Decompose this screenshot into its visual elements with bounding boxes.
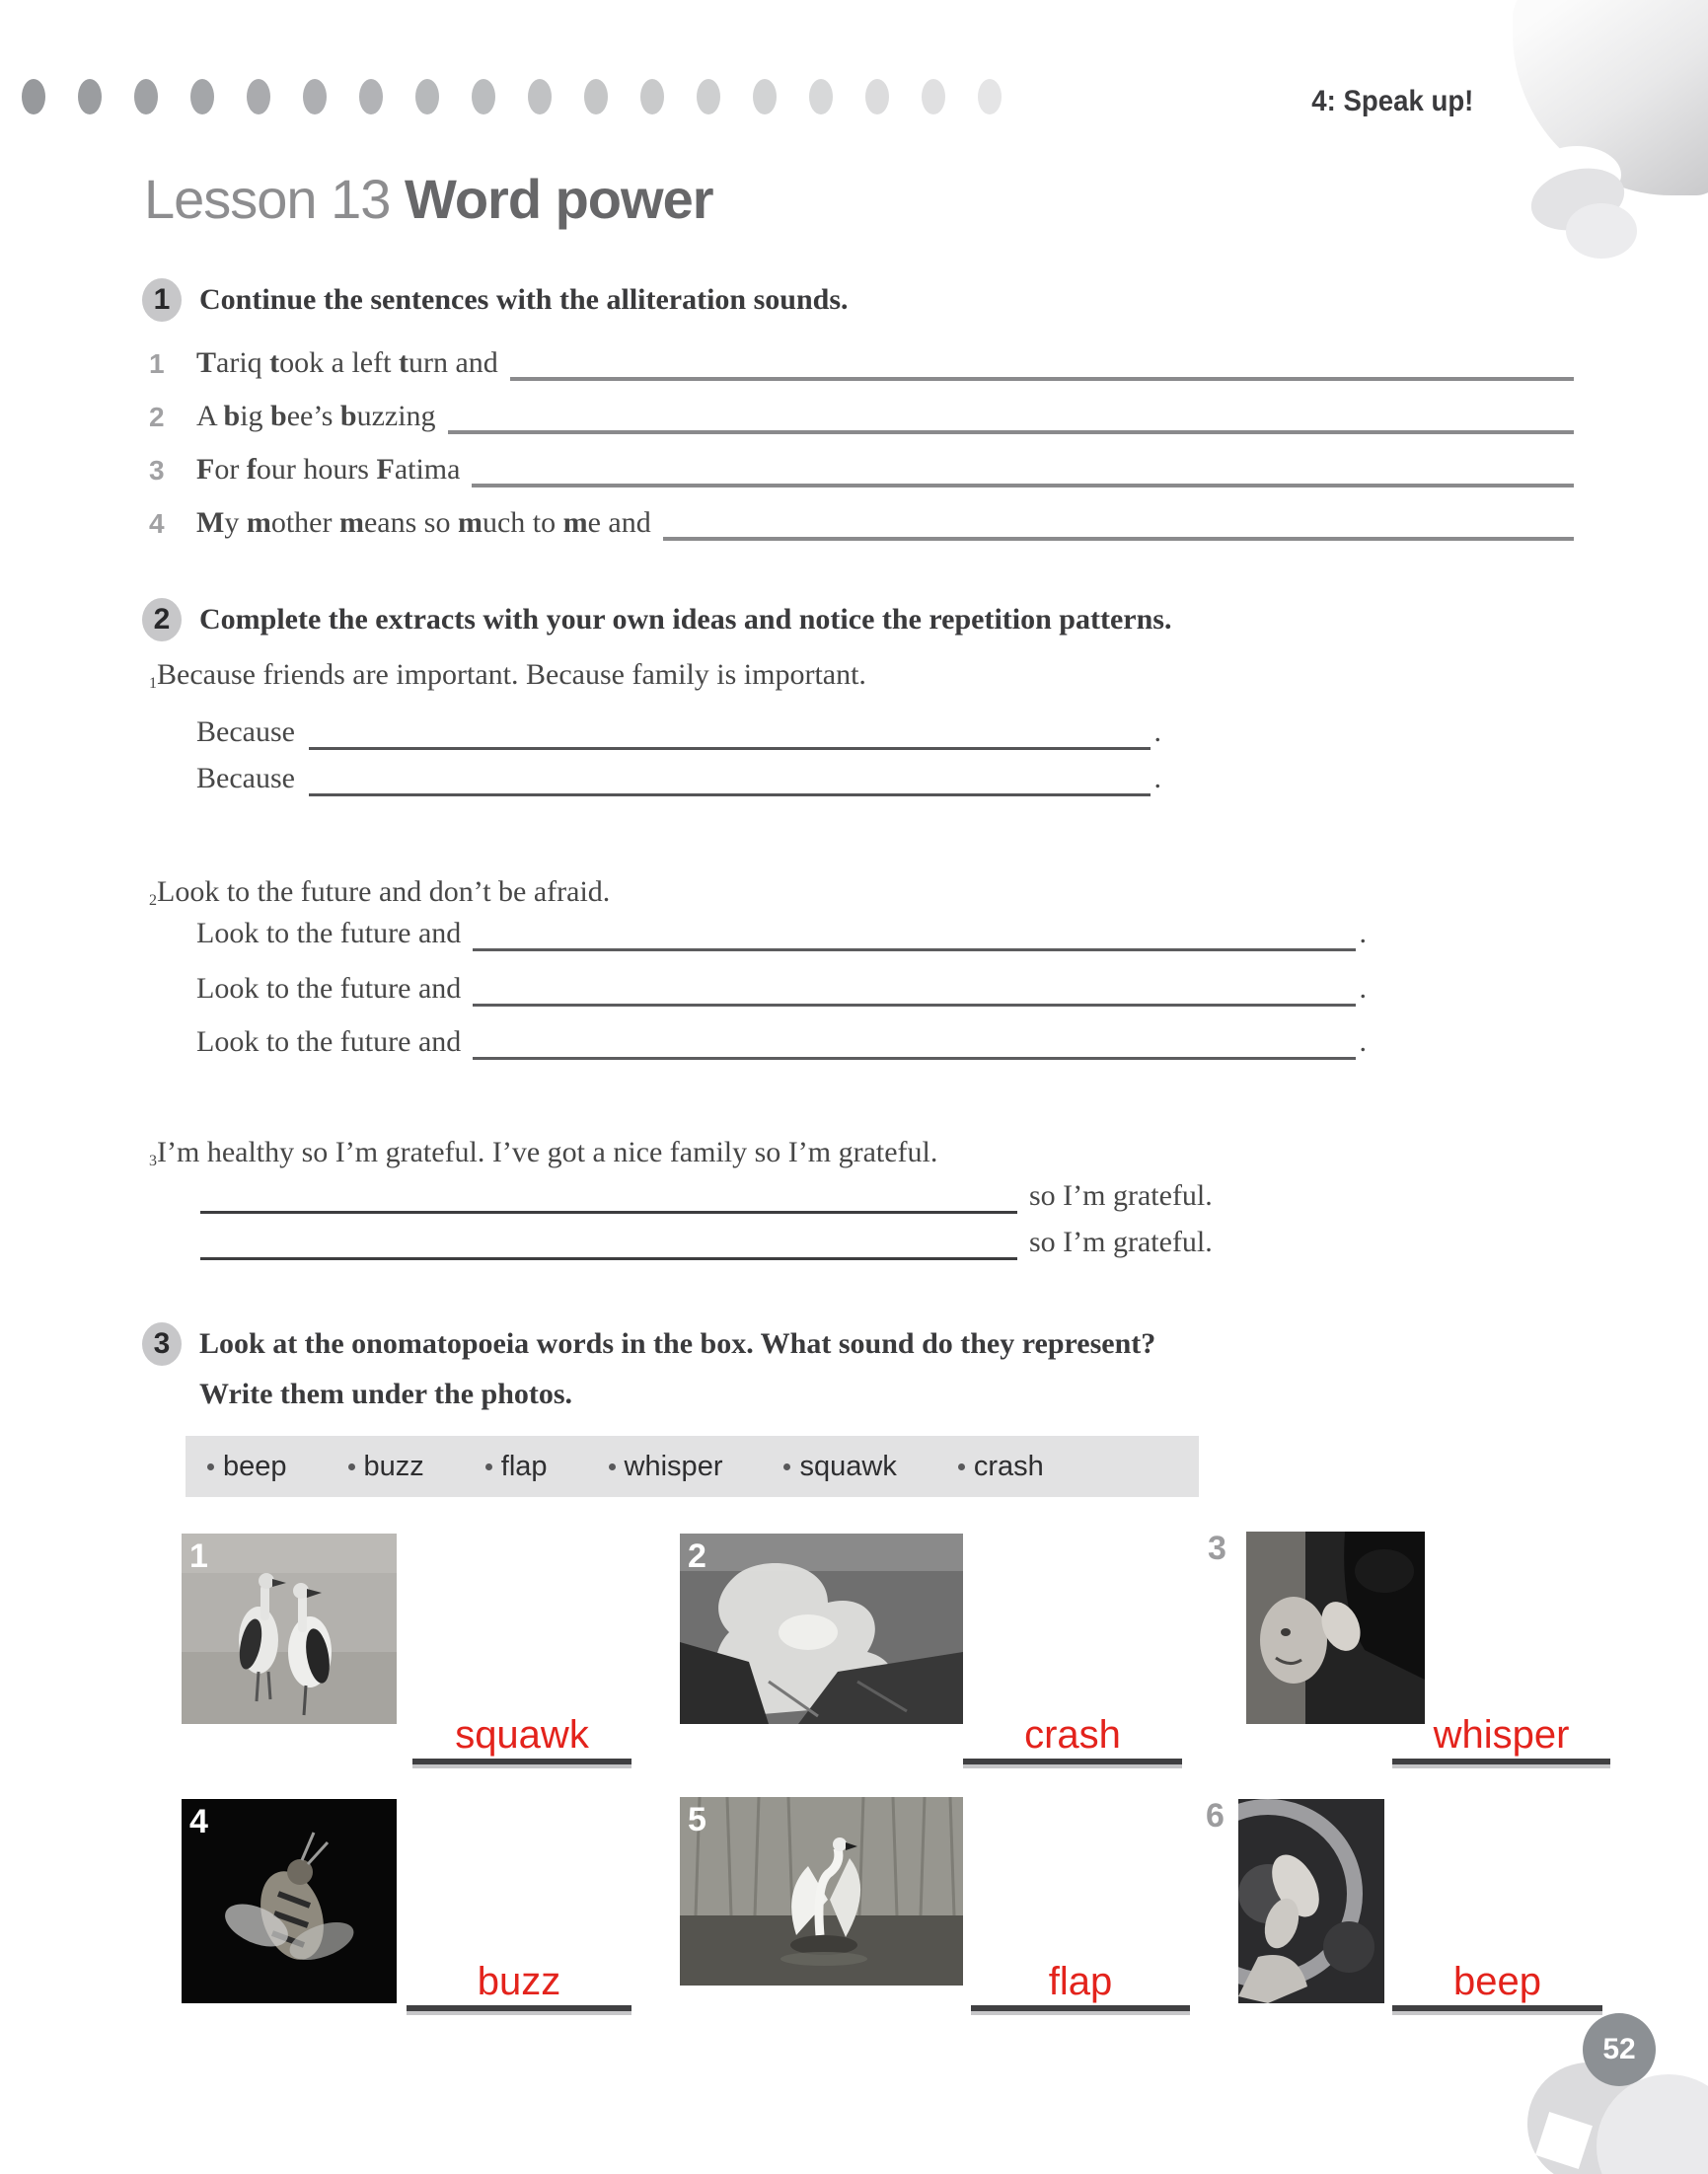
word-crash: crash	[973, 1450, 1044, 1482]
item-number: 4	[149, 508, 165, 539]
row-lead: Because	[196, 715, 295, 748]
row-lead: Look to the future and	[196, 917, 462, 949]
row-tail: so I’m grateful.	[1029, 1179, 1213, 1212]
photo-5-image	[680, 1797, 963, 1986]
photo-6-image	[1238, 1799, 1384, 2003]
bullet-icon	[783, 1463, 790, 1470]
dot-decoration	[922, 79, 945, 114]
unit-label: 4: Speak up!	[1310, 85, 1473, 117]
item-number: 2	[149, 402, 165, 432]
word-box-item	[783, 1451, 896, 1483]
repetition-prompt-1	[149, 655, 866, 693]
exercise2-number-badge: 2	[142, 598, 182, 641]
word-box	[186, 1436, 1199, 1497]
row-tail: so I’m grateful.	[1029, 1226, 1213, 1258]
photo-3-whisper	[1246, 1532, 1425, 1724]
exercise3-number-badge: 3	[142, 1322, 182, 1366]
word-whisper: whisper	[624, 1450, 723, 1482]
photo-1-number: 1	[189, 1537, 208, 1575]
fill-in-blank[interactable]	[663, 503, 1574, 541]
word-box-item	[207, 1451, 287, 1483]
row-tail: .	[1359, 917, 1367, 949]
exercise3-instruction-line1: Look at the onomatopoeia words in the box. What sound do they represent?	[199, 1327, 1156, 1360]
item-number: 1	[149, 675, 157, 692]
look-row-3	[196, 1022, 1367, 1060]
row-tail: .	[1153, 715, 1161, 748]
dot-decoration	[247, 79, 270, 114]
dot-decoration	[584, 79, 608, 114]
fill-in-blank[interactable]	[448, 397, 1574, 434]
word-flap: flap	[500, 1450, 548, 1482]
word-beep: beep	[223, 1450, 287, 1482]
fill-in-blank[interactable]	[472, 450, 1574, 487]
row-lead: Look to the future and	[196, 972, 462, 1005]
photo-5-swan	[680, 1797, 963, 1986]
item-number: 3	[149, 1153, 157, 1169]
dot-decoration	[134, 79, 158, 114]
answer-photo-2[interactable]: crash	[963, 1713, 1182, 1764]
fill-in-blank[interactable]	[510, 343, 1574, 381]
answer-photo-6[interactable]: beep	[1392, 1960, 1602, 2011]
grateful-row-2	[200, 1223, 1394, 1260]
answer-photo-1[interactable]: squawk	[412, 1713, 631, 1764]
because-row-1	[196, 712, 1161, 750]
repetition-prompt-3	[149, 1133, 937, 1170]
dot-decoration	[472, 79, 495, 114]
row-tail: .	[1359, 972, 1367, 1005]
prompt-text: Look to the future and don’t be afraid.	[157, 875, 611, 908]
prompt-text: Because friends are important. Because family is important.	[157, 658, 866, 691]
photo-3-number: 3	[1208, 1530, 1226, 1567]
fill-in-blank[interactable]	[473, 970, 1355, 1007]
alliteration-item-4	[149, 503, 1574, 541]
answer-photo-5[interactable]: flap	[971, 1960, 1190, 2011]
photo-6-number: 6	[1206, 1797, 1225, 1835]
dot-decoration	[978, 79, 1002, 114]
fill-in-blank[interactable]	[309, 760, 1151, 796]
item-text: Tariq took a left turn and	[196, 346, 498, 379]
photo-1-birds	[182, 1534, 397, 1724]
photo-4-number: 4	[189, 1803, 208, 1840]
repetition-prompt-2	[149, 872, 610, 910]
dot-decoration	[697, 79, 720, 114]
grateful-row-1	[200, 1176, 1394, 1214]
answer-photo-3[interactable]: whisper	[1392, 1713, 1610, 1764]
exercise1-number-badge: 1	[142, 278, 182, 322]
alliteration-item-3	[149, 450, 1574, 487]
exercise1-instruction: Continue the sentences with the alliteration sounds.	[199, 283, 849, 316]
fill-in-blank[interactable]	[200, 1177, 1017, 1214]
word-box-item	[348, 1451, 424, 1483]
fill-in-blank[interactable]	[200, 1224, 1017, 1260]
photo-3-image	[1246, 1532, 1425, 1724]
row-tail: .	[1153, 762, 1161, 794]
decorative-dots-row	[22, 79, 1002, 114]
page-title	[144, 170, 713, 229]
photo-4-image	[182, 1799, 397, 2003]
item-number: 1	[149, 348, 165, 379]
word-squawk: squawk	[799, 1450, 897, 1482]
look-row-1	[196, 914, 1367, 951]
bullet-icon	[609, 1463, 616, 1470]
item-text: A big bee’s buzzing	[196, 400, 436, 432]
dot-decoration	[865, 79, 889, 114]
fill-in-blank[interactable]	[473, 1023, 1355, 1060]
exercise3-instruction-line2: Write them under the photos.	[199, 1378, 573, 1410]
page-number-badge: 52	[1583, 2013, 1656, 2086]
photo-1-image	[182, 1534, 397, 1724]
photo-5-number: 5	[688, 1801, 706, 1838]
exercise2-header	[142, 598, 1171, 641]
photo-4-bee	[182, 1799, 397, 2003]
because-row-2	[196, 759, 1161, 796]
dot-decoration	[303, 79, 327, 114]
row-lead: Look to the future and	[196, 1025, 462, 1058]
exercise3-header	[142, 1322, 1155, 1366]
bullet-icon	[348, 1463, 355, 1470]
item-number: 2	[149, 892, 157, 909]
dot-decoration	[753, 79, 777, 114]
dot-decoration	[78, 79, 102, 114]
photo-2-wave	[680, 1534, 963, 1724]
answer-photo-4[interactable]: buzz	[407, 1960, 631, 2011]
dot-decoration	[415, 79, 439, 114]
row-tail: .	[1359, 1025, 1367, 1058]
alliteration-item-2	[149, 397, 1574, 434]
fill-in-blank[interactable]	[309, 713, 1151, 750]
lesson-title-text: Word power	[404, 168, 713, 230]
word-box-item	[485, 1451, 548, 1483]
exercise2-instruction: Complete the extracts with your own ideas and notice the repetition patterns.	[199, 603, 1172, 636]
bullet-icon	[485, 1463, 492, 1470]
dot-decoration	[190, 79, 214, 114]
photo-2-image	[680, 1534, 963, 1724]
dot-decoration	[640, 79, 664, 114]
word-box-item	[958, 1451, 1044, 1483]
corner-circle-decoration	[1566, 203, 1637, 259]
lesson-number: Lesson 13	[144, 168, 405, 230]
item-text: My mother means so much to me and	[196, 506, 651, 539]
photo-6-steering-wheel	[1238, 1799, 1384, 2003]
word-buzz: buzz	[363, 1450, 424, 1482]
fill-in-blank[interactable]	[473, 915, 1355, 951]
dot-decoration	[22, 79, 45, 114]
look-row-2	[196, 969, 1367, 1007]
prompt-text: I’m healthy so I’m grateful. I’ve got a nice family so I’m grateful.	[157, 1136, 938, 1168]
row-lead: Because	[196, 762, 295, 794]
item-text: For four hours Fatima	[196, 453, 461, 486]
bullet-icon	[958, 1463, 965, 1470]
dot-decoration	[528, 79, 552, 114]
exercise1-header	[142, 278, 849, 322]
alliteration-item-1	[149, 343, 1574, 381]
photo-2-number: 2	[688, 1537, 706, 1575]
dot-decoration	[809, 79, 833, 114]
word-box-item	[609, 1451, 723, 1483]
bullet-icon	[207, 1463, 214, 1470]
item-number: 3	[149, 455, 165, 486]
dot-decoration	[359, 79, 383, 114]
